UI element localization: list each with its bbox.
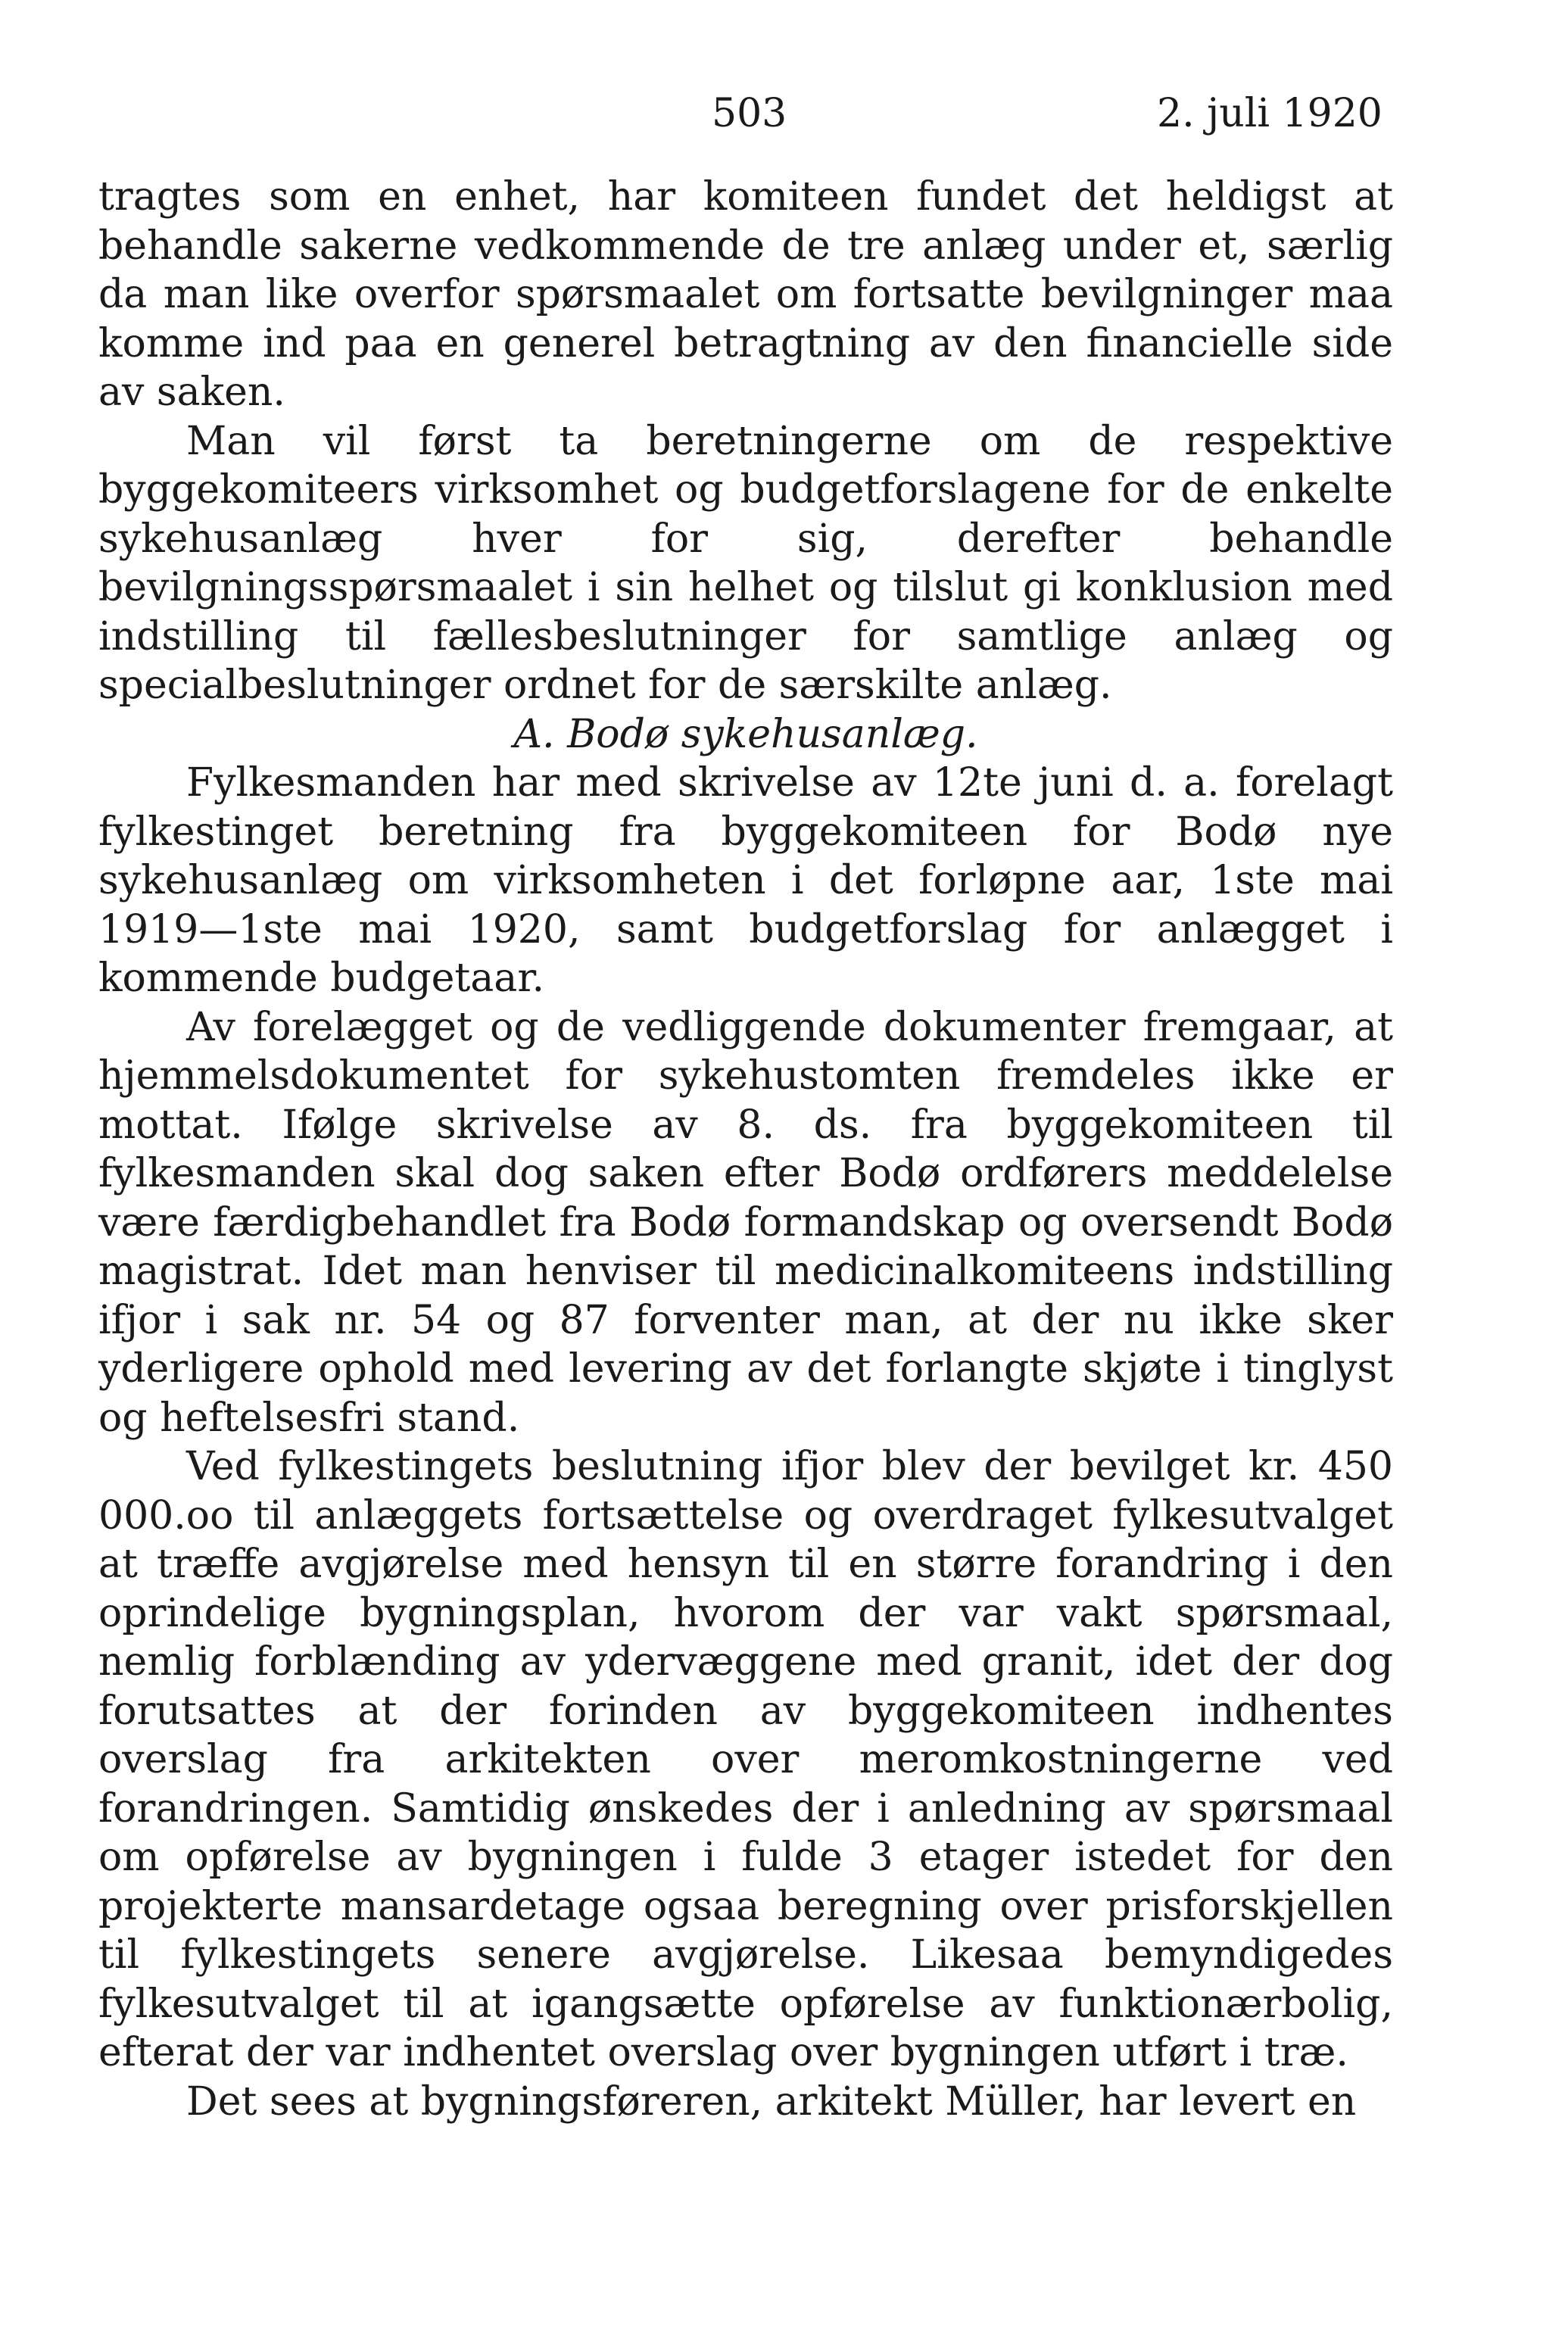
paragraph: Det sees at bygningsføreren, arkitekt Müller, har levert en (186, 2078, 1357, 2125)
page-header (0, 91, 1568, 151)
section-heading: A. Bodø sykehusanlæg. (513, 711, 978, 757)
paragraph: Ved fylkestingets beslutning ifjor blev der bevilget kr. 450 000.oo til anlæggets fortsættelse og overdraget fylkesutvalget at træffe avgjørelse med hensyn til en større forandring i den oprindelige bygningsplan, hvorom der var vakt spørsmaal, nemlig forblænding av ydervæggene med granit, idet der dog forutsattes at der forinden av byggekomiteen indhentes overslag fra arkitekten over meromkostningerne ved forandringen. Samtidig ønskedes der i anledning av spørsmaal om opførelse av bygningen i fulde 3 etager istedet for den projekterte mansardetage ogsaa beregning over prisforskjellen til fylkestingets senere avgjørelse. Likesaa bemyndigedes fylkesutvalget til at igangsætte opførelse av funktionærbolig, efterat der var indhentet overslag over bygningen utført i træ. (98, 1444, 1393, 2075)
body-text (98, 173, 1393, 2126)
header-date: 2. juli 1920 (1157, 91, 1383, 136)
paragraph-continued: tragtes som en enhet, har komiteen fundet det heldigst at behandle sakerne vedkommende de tre anlæg under et, særlig da man like overfor spørsmaalet om fortsatte bevilgninger maa komme ind paa en generel betragtning av den financielle side av saken. (98, 174, 1393, 415)
paragraph: Av forelægget og de vedliggende dokumenter fremgaar, at hjemmelsdokumentet for sykehustomten fremdeles ikke er mottat. Ifølge skrivelse av 8. ds. fra byggekomiteen til fylkesmanden skal dog saken efter Bodø ordførers meddelelse være færdigbehandlet fra Bodø formandskap og oversendt Bodø magistrat. Idet man henviser til medicinalkomiteens indstilling ifjor i sak nr. 54 og 87 forventer man, at der nu ikke sker yderligere ophold med levering av det forlangte skjøte i tinglyst og heftelsesfri stand. (98, 1004, 1393, 1441)
paragraph: Fylkesmanden har med skrivelse av 12te juni d. a. forelagt fylkestinget beretning fra byggekomiteen for Bodø nye sykehusanlæg om virksomheten i det forløpne aar, 1ste mai 1919—1ste mai 1920, samt budgetforslag for anlægget i kommende budgetaar. (98, 760, 1393, 1001)
paragraph: Man vil først ta beretningerne om de respektive byggekomiteers virksomhet og budgetforslagene for de enkelte sykehusanlæg hver for sig, derefter behandle bevilgningsspørsmaalet i sin helhet og tilslut gi konklusion med indstilling til fællesbeslutninger for samtlige anlæg og specialbeslutninger ordnet for de særskilte anlæg. (98, 418, 1393, 708)
page-number: 503 (712, 91, 787, 136)
